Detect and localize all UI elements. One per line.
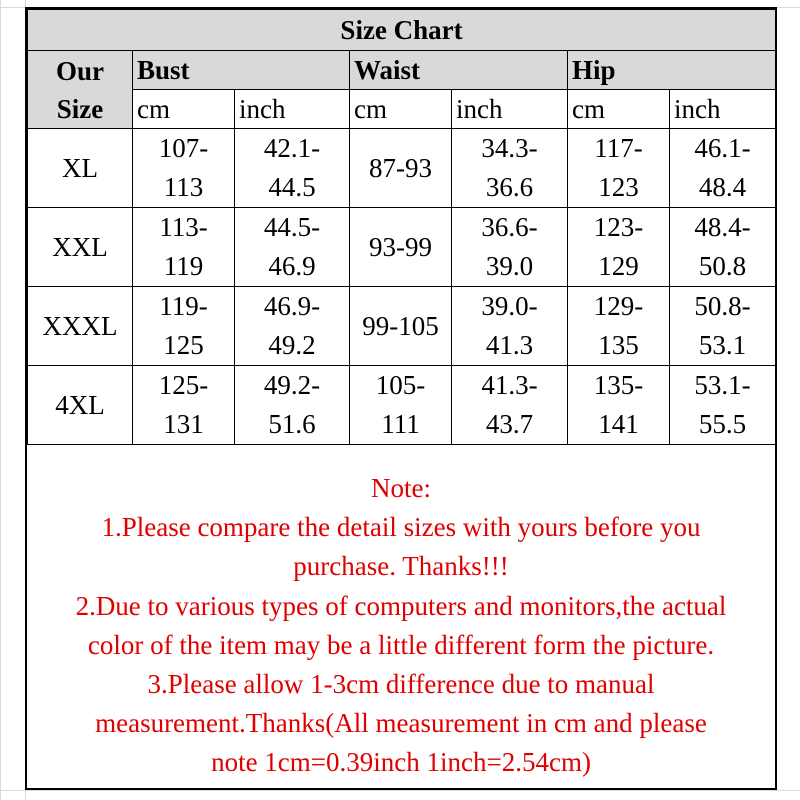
size-column-header (28, 51, 133, 129)
hip-inch-cell: 46.1- 48.4 (670, 129, 776, 208)
bust-inch-cell: 42.1- 44.5 (235, 129, 350, 208)
table-row (28, 366, 776, 445)
hip-header: Hip (568, 51, 776, 90)
hip-cm-cell: 129- 135 (568, 287, 670, 366)
size-header-line-1: Our (55, 55, 104, 86)
size-label: XXXL (28, 287, 133, 366)
note-section (27, 450, 775, 788)
bust-header: Bust (133, 51, 350, 90)
hip-cm-cell: 117- 123 (568, 129, 670, 208)
unit-header: inch (452, 90, 568, 129)
chart-title: Size Chart (28, 10, 776, 51)
waist-inch-cell: 39.0- 41.3 (452, 287, 568, 366)
waist-cm-cell: 87-93 (350, 129, 452, 208)
unit-header: inch (670, 90, 776, 129)
note-line: 3.Please allow 1-3cm difference due to manual (147, 669, 655, 700)
size-label: 4XL (28, 366, 133, 445)
hip-inch-cell: 53.1- 55.5 (670, 366, 776, 445)
size-chart (25, 7, 777, 790)
size-label: XXL (28, 208, 133, 287)
bust-inch-cell: 46.9- 49.2 (235, 287, 350, 366)
bust-inch-cell: 49.2- 51.6 (235, 366, 350, 445)
hip-cm-cell: 123- 129 (568, 208, 670, 287)
unit-header: cm (350, 90, 452, 129)
bust-cm-cell: 107- 113 (133, 129, 235, 208)
waist-header: Waist (350, 51, 568, 90)
note-line: 1.Please compare the detail sizes with yours before you (101, 512, 701, 543)
bust-cm-cell: 125- 131 (133, 366, 235, 445)
unit-header: cm (133, 90, 235, 129)
waist-cm-cell: 93-99 (350, 208, 452, 287)
note-line: note 1cm=0.39inch 1inch=2.54cm) (211, 747, 591, 778)
table-row (28, 208, 776, 287)
note-line: color of the item may be a little different form the picture. (87, 629, 715, 660)
hip-cm-cell: 135- 141 (568, 366, 670, 445)
waist-cm-cell: 105- 111 (350, 366, 452, 445)
table-row (28, 287, 776, 366)
hip-inch-cell: 50.8- 53.1 (670, 287, 776, 366)
unit-header: cm (568, 90, 670, 129)
waist-cm-cell: 99-105 (350, 287, 452, 366)
note-title: Note: (371, 473, 431, 503)
size-label: XL (28, 129, 133, 208)
waist-inch-cell: 41.3- 43.7 (452, 366, 568, 445)
hip-inch-cell: 48.4- 50.8 (670, 208, 776, 287)
note-line: purchase. Thanks!!! (293, 551, 509, 582)
note-line: measurement.Thanks(All measurement in cm and please (95, 708, 707, 739)
waist-inch-cell: 34.3- 36.6 (452, 129, 568, 208)
bust-inch-cell: 44.5- 46.9 (235, 208, 350, 287)
size-table (27, 9, 776, 445)
waist-inch-cell: 36.6- 39.0 (452, 208, 568, 287)
bust-cm-cell: 119- 125 (133, 287, 235, 366)
unit-header: inch (235, 90, 350, 129)
size-header-line-2: Size (56, 93, 104, 124)
note-line: 2.Due to various types of computers and monitors,the actual (75, 590, 727, 621)
bust-cm-cell: 113- 119 (133, 208, 235, 287)
table-row (28, 129, 776, 208)
